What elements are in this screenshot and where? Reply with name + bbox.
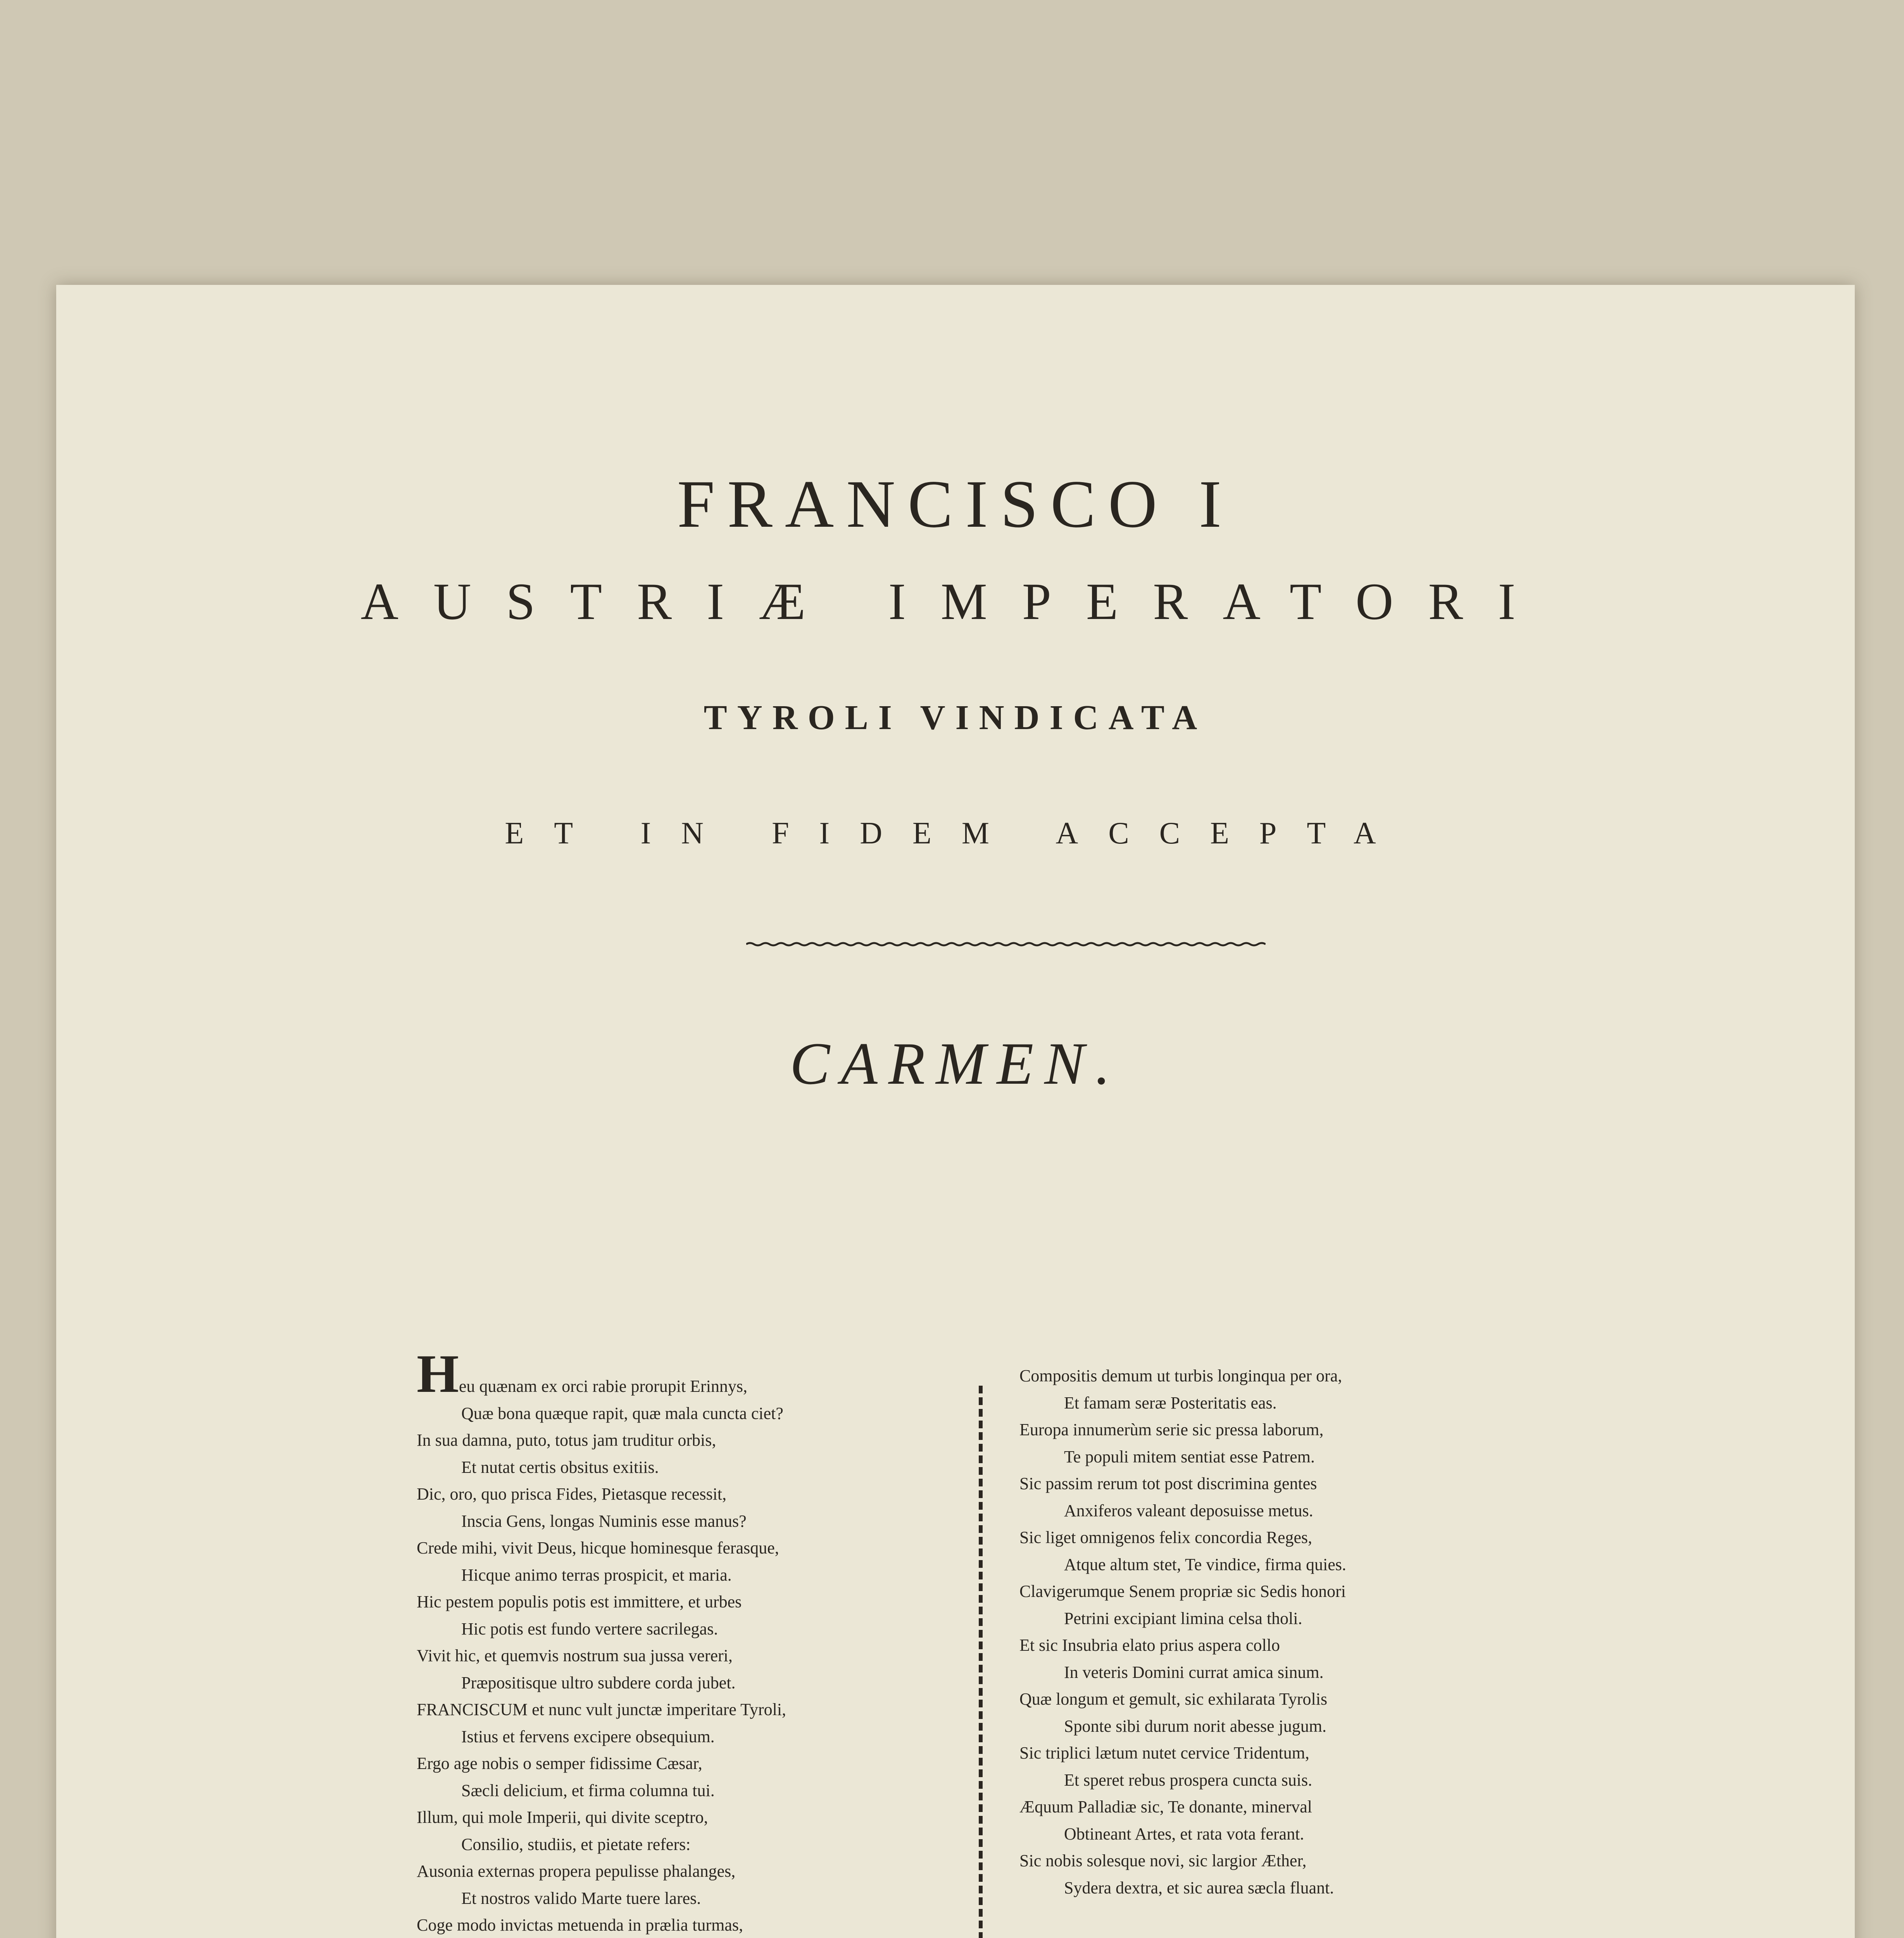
poem-line: Crede mihi, vivit Deus, hicque hominesque ferasque, bbox=[417, 1538, 779, 1557]
poem-line: Ergo age nobis o semper fidissime Cæsar, bbox=[417, 1754, 702, 1773]
poem-line: Consilio, studiis, et pietate refers: bbox=[461, 1835, 691, 1854]
poem-line: Ausonia externas propera pepulisse phalanges, bbox=[417, 1862, 736, 1881]
poem-line: FRANCISCUM et nunc vult junctæ imperitare Tyroli, bbox=[417, 1700, 786, 1719]
poem-left-column bbox=[417, 1344, 1021, 1938]
poem-line: Clavigerumque Senem propriæ sic Sedis honori bbox=[1019, 1582, 1346, 1601]
poem-line: Europa innumerùm serie sic pressa laborum, bbox=[1019, 1420, 1324, 1439]
poem-line: Præpositisque ultro subdere corda jubet. bbox=[461, 1673, 736, 1692]
poem-line: Hic pestem populis potis est immittere, et urbes bbox=[417, 1592, 742, 1611]
poem-line: Sic passim rerum tot post discrimina gentes bbox=[1019, 1474, 1317, 1493]
poem-line: In sua damna, puto, totus jam truditur orbis, bbox=[417, 1431, 716, 1450]
poem-line: Dic, oro, quo prisca Fides, Pietasque recessit, bbox=[417, 1485, 727, 1504]
poem-line: Et famam seræ Posteritatis eas. bbox=[1064, 1393, 1277, 1412]
ornamental-rule bbox=[746, 942, 1266, 947]
poem-line: Vivit hic, et quemvis nostrum sua jussa vereri, bbox=[417, 1646, 733, 1665]
poem-line: Te populi mitem sentiat esse Patrem. bbox=[1064, 1447, 1315, 1466]
poem-line: Coge modo invictas metuenda in prælia turmas, bbox=[417, 1916, 743, 1935]
poem-line: Sponte sibi durum norit abesse jugum. bbox=[1064, 1716, 1327, 1736]
poem-line bbox=[417, 1344, 1021, 1404]
title-line-3: TYROLI VINDICATA bbox=[704, 698, 1207, 737]
poem-line: Et nutat certis obsitus exitiis. bbox=[461, 1457, 659, 1477]
poem-line: Sæcli delicium, et firma columna tui. bbox=[461, 1781, 715, 1800]
poem-line: Istius et fervens excipere obsequium. bbox=[461, 1727, 715, 1746]
poem-line: Sydera dextra, et sic aurea sæcla fluant. bbox=[1064, 1878, 1334, 1897]
poem-first-line: eu quænam ex orci rabie prorupit Erinnys, bbox=[459, 1377, 748, 1396]
poem-line: Sic triplici lætum nutet cervice Tridentum, bbox=[1019, 1743, 1309, 1762]
poem-line: Æquum Palladiæ sic, Te donante, minerval bbox=[1019, 1797, 1312, 1816]
title-line-2: AUSTRIÆ IMPERATORI bbox=[360, 573, 1550, 631]
broadside-sheet bbox=[56, 285, 1855, 1938]
poem-line: Quæ longum et gemult, sic exhilarata Tyrolis bbox=[1019, 1690, 1328, 1709]
poem-line: Obtineant Artes, et rata vota ferant. bbox=[1064, 1824, 1304, 1843]
poem-line: Inscia Gens, longas Numinis esse manus? bbox=[461, 1511, 747, 1531]
poem-line: In veteris Domini currat amica sinum. bbox=[1064, 1662, 1324, 1682]
poem-line: Quæ bona quæque rapit, quæ mala cuncta ciet? bbox=[461, 1403, 783, 1423]
poem-line: Et nostros valido Marte tuere lares. bbox=[461, 1888, 701, 1908]
poem-line: Sic liget omnigenos felix concordia Reges, bbox=[1019, 1528, 1312, 1547]
poem-line: Illum, qui mole Imperii, qui divite sceptro, bbox=[417, 1808, 708, 1827]
poem-line: Et sic Insubria elato prius aspera collo bbox=[1019, 1636, 1280, 1655]
drop-cap: H bbox=[417, 1344, 459, 1404]
poem-line: Petrini excipiant limina celsa tholi. bbox=[1064, 1609, 1302, 1628]
poem-right-column bbox=[1019, 1362, 1640, 1901]
poem-line: Et speret rebus prospera cuncta suis. bbox=[1064, 1770, 1312, 1790]
poem-line: Hic potis est fundo vertere sacrilegas. bbox=[461, 1619, 718, 1638]
poem-line: Hicque animo terras prospicit, et maria. bbox=[461, 1565, 732, 1585]
poem-line: Anxiferos valeant deposuisse metus. bbox=[1064, 1501, 1313, 1520]
column-divider bbox=[979, 1386, 983, 1938]
title-line-4: ET IN FIDEM ACCEPTA bbox=[505, 816, 1406, 850]
poem-heading: CARMEN. bbox=[790, 1030, 1121, 1097]
poem-line: Compositis demum ut turbis longinqua per ora, bbox=[1019, 1366, 1342, 1385]
poem-line: Sic nobis solesque novi, sic largior Æther, bbox=[1019, 1851, 1307, 1870]
poem-line: Atque altum stet, Te vindice, firma quies. bbox=[1064, 1555, 1347, 1574]
title-line-1: FRANCISCO I bbox=[677, 466, 1234, 541]
